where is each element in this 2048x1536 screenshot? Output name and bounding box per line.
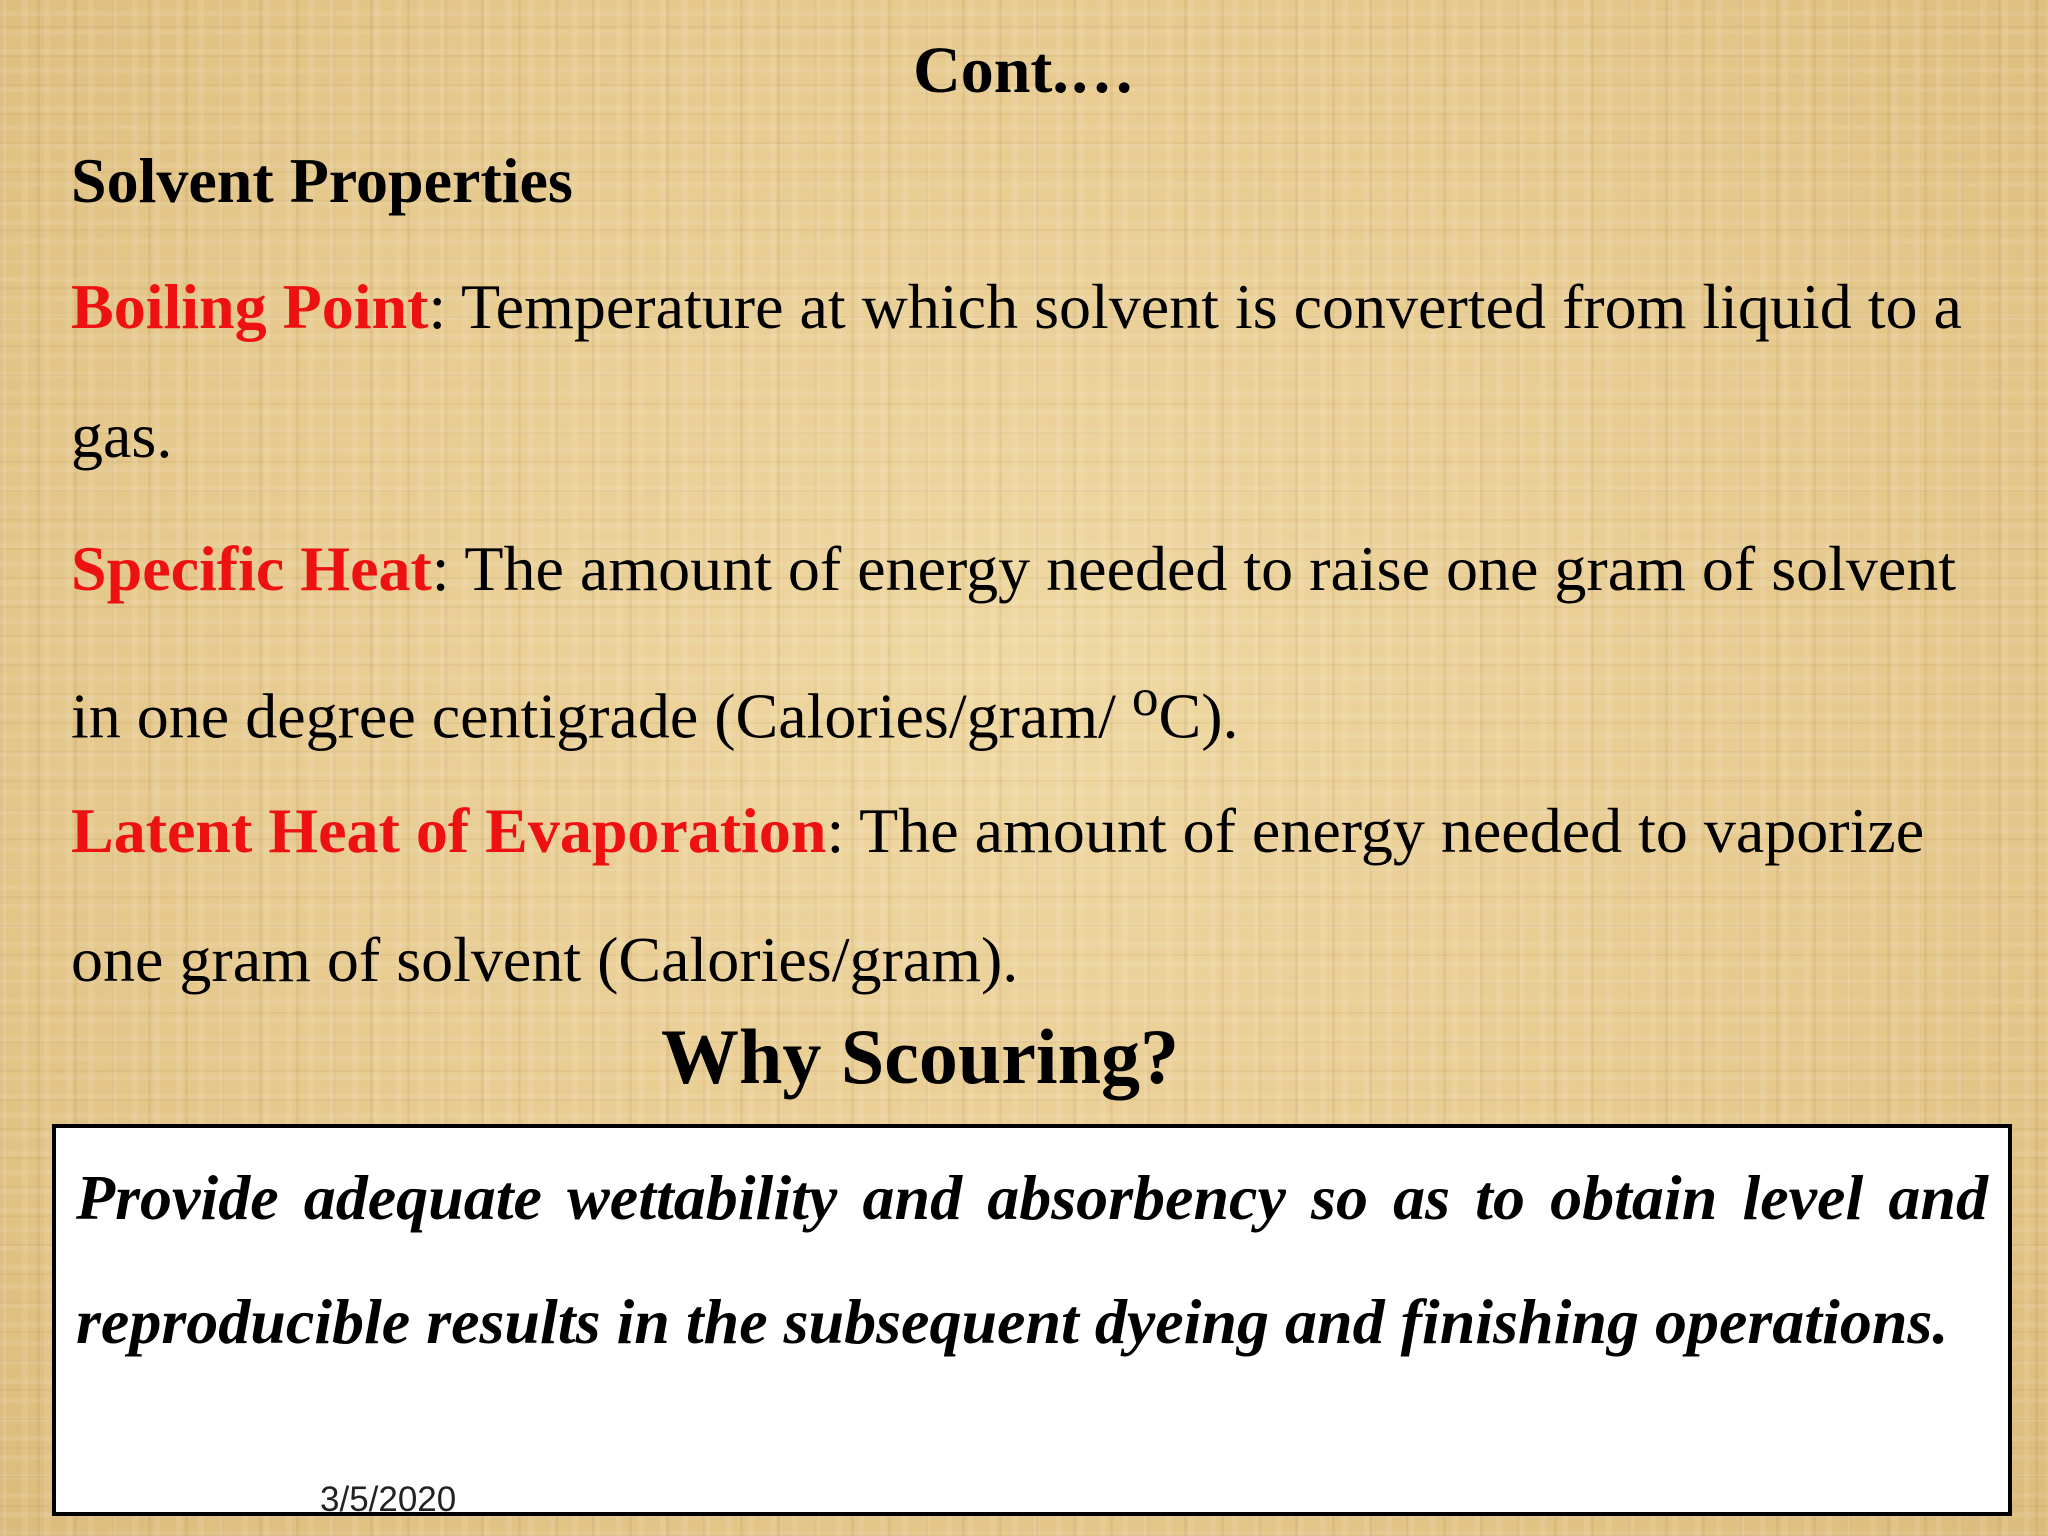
why-scouring-heading: Why Scouring? bbox=[661, 1013, 1179, 1100]
property-boiling-point bbox=[71, 242, 2001, 500]
why-scouring-answer-box bbox=[52, 1124, 2012, 1516]
term-separator: : bbox=[428, 271, 447, 342]
slide-date: 3/5/2020 bbox=[320, 1480, 457, 1519]
degree-superscript: o bbox=[1131, 667, 1159, 727]
definition-specific-heat-end: C). bbox=[1158, 680, 1239, 752]
property-specific-heat bbox=[71, 504, 2001, 780]
section-heading: Solvent Properties bbox=[71, 145, 573, 216]
slide-title: Cont.… bbox=[913, 34, 1135, 107]
term-boiling-point: Boiling Point bbox=[71, 271, 429, 342]
term-latent-heat: Latent Heat of Evaporation bbox=[71, 795, 827, 866]
definition-latent-heat: The amount of energy needed to vaporize one gram of solvent (Calories/gram). bbox=[71, 795, 1925, 995]
term-separator: : bbox=[431, 533, 450, 604]
term-separator: : bbox=[826, 795, 845, 866]
property-latent-heat bbox=[71, 766, 2001, 1024]
definition-boiling-point: Temperature at which solvent is converted from liquid to a gas. bbox=[71, 271, 1962, 471]
definition-specific-heat: The amount of energy needed to raise one gram of solvent in one degree centigrade (Calories/gram/ bbox=[71, 533, 1957, 752]
term-specific-heat: Specific Heat bbox=[71, 533, 432, 604]
why-scouring-answer-text: Provide adequate wettability and absorbency so as to obtain level and reproducible results in the subsequent dyeing and finishing operations. bbox=[76, 1162, 1988, 1357]
